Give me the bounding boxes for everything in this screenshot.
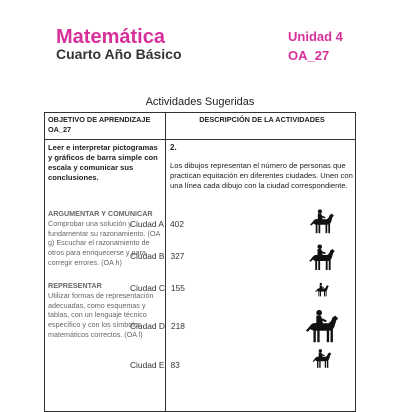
skill-text: Comprobar una solución y fundamentar su razonamiento. (OA g) Escuchar el razonamiento de otros para enriquecerse y para corregir errores. (OA h)	[48, 218, 160, 267]
city-row	[130, 360, 180, 370]
city-row	[130, 251, 184, 261]
col1-header: OBJETIVO DE APRENDIZAJE OA_27	[48, 115, 151, 134]
city-name: Ciudad B	[130, 251, 165, 261]
header-oa-code: OA_27	[288, 48, 330, 63]
city-name: Ciudad A	[130, 219, 164, 229]
header-subtitle: Cuarto Año Básico	[56, 46, 182, 62]
horse-rider-icon	[308, 208, 336, 236]
section-title: Actividades Sugeridas	[145, 96, 255, 108]
city-name: Ciudad D	[130, 321, 165, 331]
header-row-divider	[45, 139, 355, 140]
city-value: 218	[170, 321, 185, 331]
skill-heading: REPRESENTAR	[48, 281, 102, 290]
city-name: Ciudad C	[130, 283, 165, 293]
city-row	[130, 283, 185, 293]
learning-objective: Leer e interpretar pictogramas y gráficos de barra simple con escala y comunicar sus conclusiones.	[48, 143, 158, 182]
city-value: 327	[170, 251, 185, 261]
skill-text: Utilizar formas de representación adecuadas, como esquemas y tablas, con un lenguaje técnico específico y con los símbolos matemáticos correctos. (OA l)	[48, 290, 154, 339]
city-value: 83	[170, 360, 180, 370]
horse-rider-icon	[307, 243, 337, 273]
header-unit: Unidad 4	[288, 29, 343, 44]
activity-number: 2.	[170, 143, 177, 152]
city-name: Ciudad E	[130, 360, 165, 370]
skill-heading: ARGUMENTAR Y COMUNICAR	[48, 209, 153, 218]
col2-header: DESCRIPCIÓN DE LA ACTIVIDADES	[199, 115, 325, 124]
horse-rider-icon	[303, 308, 341, 346]
header-title: Matemática	[56, 26, 165, 48]
activity-instructions: Los dibujos representan el número de personas que practican equitación en diferentes ciudades. Unen con una línea cada dibujo con la ciudad correspondiente.	[170, 161, 353, 190]
horse-rider-icon	[311, 348, 333, 370]
city-value: 402	[170, 219, 184, 229]
city-row	[130, 219, 184, 229]
city-value: 155	[170, 283, 185, 293]
city-row	[130, 321, 185, 331]
horse-rider-icon	[314, 282, 330, 298]
